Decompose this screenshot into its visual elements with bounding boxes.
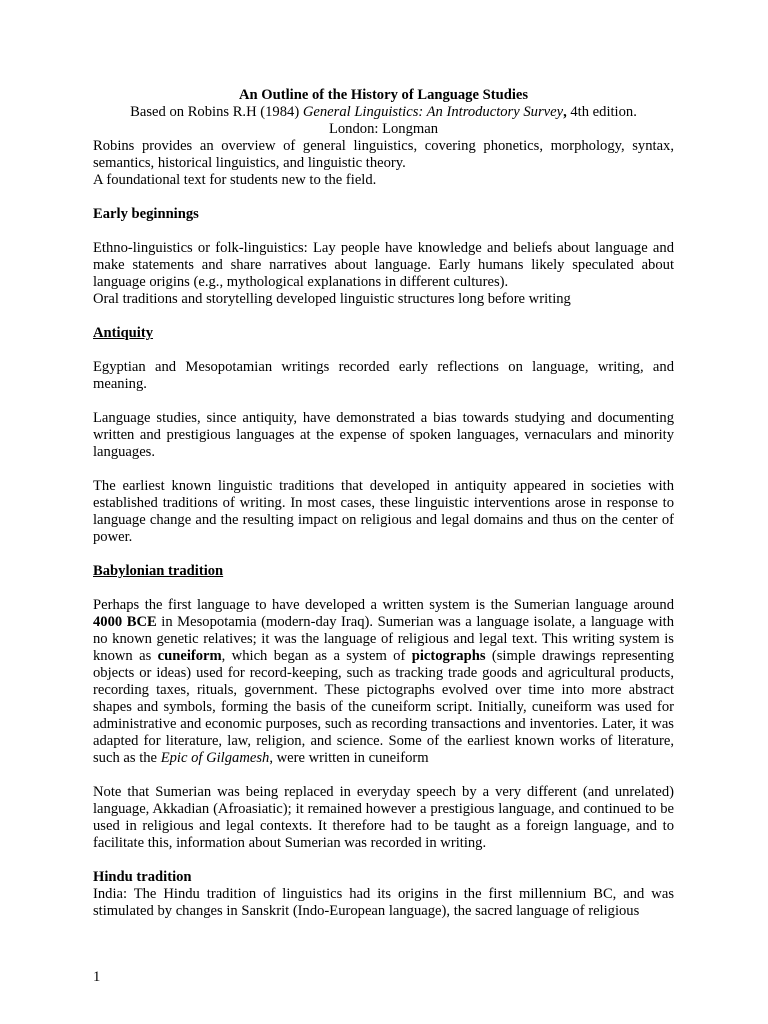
term-pictographs: pictographs [411, 648, 486, 664]
title-epic-of-gilgamesh: Epic of Gilgamesh [160, 750, 270, 766]
babylonian-paragraph-1: Perhaps the first language to have developed a written system is the Sumerian language around 4000 BCE in Mesopotamia (modern-day Iraq). Sumerian was a language isolate, a language with no known genetic relatives; it was the language of religious and legal text. This writing system is known as cuneiform, which began as a system of pictographs (simple drawings representing objects or ideas) used for record-keeping, such as tracking trade goods and agricultural products, recording taxes, rituals, government. These pictographs evolved over time into more abstract shapes and symbols, forming the basis of the cuneiform script. Initially, cuneiform was used for administrative and economic purposes, such as recording transactions and inventories. Later, it was adapted for literature, law, religion, and science. Some of the earliest known works of literature, such as the Epic of Gilgamesh, were written in cuneiform [93, 597, 675, 766]
early-paragraph-2: Oral traditions and storytelling developed linguistic structures long before writing [93, 291, 571, 307]
document-title: An Outline of the History of Language Studies [238, 87, 529, 103]
source-edition: 4th edition. [566, 104, 637, 120]
source-book-title: General Linguistics: An Introductory Survey [302, 104, 564, 120]
source-prefix: Based on Robins R.H (1984) [130, 104, 303, 120]
page-number: 1 [93, 969, 101, 985]
source-publisher: London: Longman [328, 121, 439, 137]
source-citation [93, 104, 674, 121]
date-4000-bce: 4000 BCE [93, 614, 157, 630]
term-cuneiform: cuneiform [157, 648, 222, 664]
intro-note: A foundational text for students new to the field. [93, 172, 377, 188]
antiquity-paragraph-3: The earliest known linguistic traditions that developed in antiquity appeared in societies with established traditions of writing. In most cases, these linguistic interventions arose in response to language change and the resulting impact on religious and legal domains and thus on the center of power. [93, 478, 674, 545]
heading-babylonian-tradition: Babylonian tradition [93, 563, 224, 579]
source-comma: , [563, 104, 567, 120]
early-paragraph-1: Ethno-linguistics or folk-linguistics: Lay people have knowledge and beliefs about language and make statements and share narratives about language. Early humans likely speculated about language origins (e.g., mythological explanations in different cultures). [93, 240, 674, 290]
antiquity-paragraph-1: Egyptian and Mesopotamian writings recorded early reflections on language, writing, and meaning. [93, 359, 674, 392]
heading-hindu-tradition: Hindu tradition [93, 869, 192, 885]
antiquity-paragraph-2: Language studies, since antiquity, have demonstrated a bias towards studying and documenting written and prestigious languages at the expense of spoken languages, vernaculars and minority languages. [93, 410, 674, 460]
heading-early-beginnings: Early beginnings [93, 206, 199, 222]
babylonian-paragraph-2: Note that Sumerian was being replaced in everyday speech by a very different (and unrelated) language, Akkadian (Afroasiatic); it remained however a prestigious language, and continued to be used in religious and legal contexts. It therefore had to be taught as a foreign language, and to facilitate this, information about Sumerian was recorded in writing. [93, 784, 674, 851]
intro-paragraph: Robins provides an overview of general linguistics, covering phonetics, morphology, syntax, semantics, historical linguistics, and linguistic theory. [93, 138, 674, 171]
heading-antiquity: Antiquity [93, 325, 154, 341]
hindu-paragraph-1: India: The Hindu tradition of linguistics had its origins in the first millennium BC, and was stimulated by changes in Sanskrit (Indo-European language), the sacred language of religious [93, 886, 674, 919]
